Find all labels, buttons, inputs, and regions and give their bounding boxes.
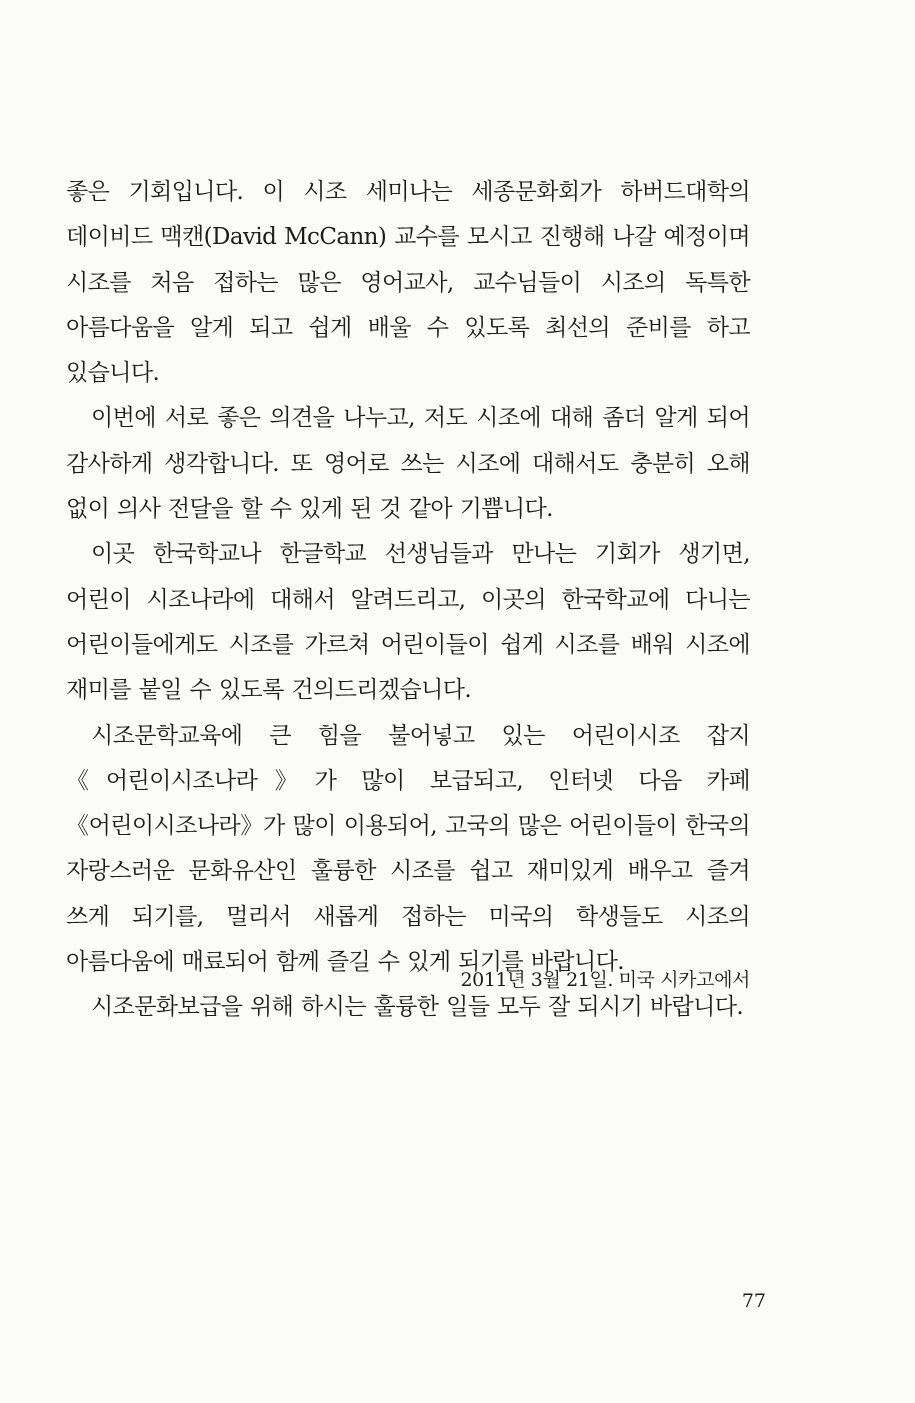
paragraph: 좋은 기회입니다. 이 시조 세미나는 세종문화회가 하버드대학의 데이비드 맥캔(David McCann) 교수를 모시고 진행해 나갈 예정이며 시조를 처음 접하는 많은 영어교사, 교수님들이 시조의 독특한 아름다움을 알게 되고 쉽게 배울 수 있도록 최선의 준비를 하고 있습니다. xyxy=(66,179,750,387)
paragraph: 시조문화보급을 위해 하시는 훌륭한 일들 모두 잘 되시기 바랍니다. xyxy=(91,994,744,1021)
paragraph: 이번에 서로 좋은 의견을 나누고, 저도 시조에 대해 좀더 알게 되어 감사하게 생각합니다. 또 영어로 쓰는 시조에 대해서도 충분히 오해 없이 의사 전달을 할 수 있게 된 것 같아 기쁩니다. xyxy=(66,405,750,523)
paragraph: 시조문학교육에 큰 힘을 불어넣고 있는 어린이시조 잡지《어린이시조나라》가 많이 보급되고, 인터넷 다음 카페《어린이시조나라》가 많이 이용되어, 고국의 많은 어린이들이 한국의 자랑스러운 문화유산인 훌륭한 시조를 쉽고 재미있게 배우고 즐겨 쓰게 되기를, 멀리서 새롭게 접하는 미국의 학생들도 시조의 아름다움에 매료되어 함께 즐길 수 있게 되기를 바랍니다. xyxy=(66,722,750,976)
body-text xyxy=(66,170,750,1031)
page-number: 77 xyxy=(741,1290,766,1312)
dateline: 2011년 3월 21일. 미국 시카고에서 xyxy=(460,969,750,991)
paragraph: 이곳 한국학교나 한글학교 선생님들과 만나는 기회가 생기면, 어린이 시조나라에 대해서 알려드리고, 이곳의 한국학교에 다니는 어린이들에게도 시조를 가르쳐 어린이들이 쉽게 시조를 배워 시조에 재미를 붙일 수 있도록 건의드리겠습니다. xyxy=(66,541,750,704)
